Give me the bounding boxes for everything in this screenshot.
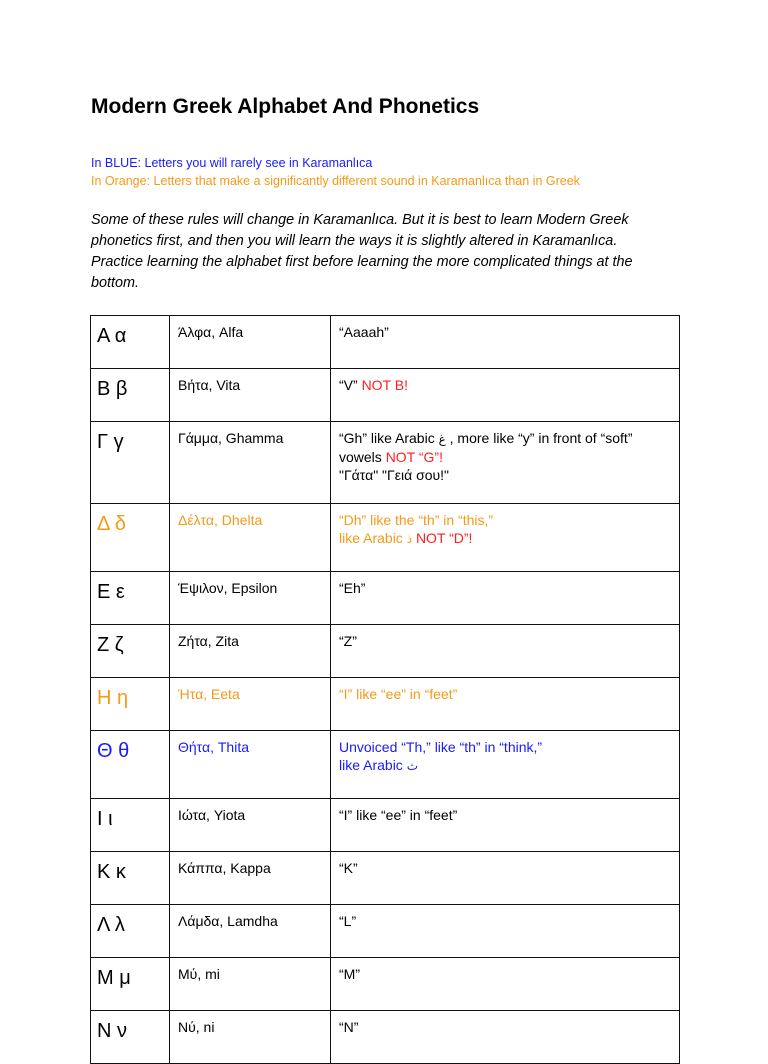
arabic-letter: ذ — [406, 532, 413, 546]
pronunciation-cell — [331, 369, 680, 422]
warning-note: NOT “D”! — [415, 530, 473, 546]
warning-note: NOT B! — [361, 377, 408, 393]
table-row — [91, 625, 680, 678]
pronunciation-cell — [331, 572, 680, 625]
color-legend — [91, 154, 580, 190]
table-row — [91, 504, 680, 572]
table-row — [91, 852, 680, 905]
pronunciation-text: “Gh” like Arabic — [339, 430, 435, 446]
letter-cell: Γ γ — [91, 422, 170, 504]
letter-cell: Ζ ζ — [91, 625, 170, 678]
pronunciation-text: , more like “y” in front of “soft” — [449, 430, 633, 446]
pronunciation-text: “Dh” like the “th” in “this,” — [339, 512, 494, 528]
pronunciation-cell — [331, 905, 680, 958]
pronunciation-text: Unvoiced “Th,” like “th” in “think,” — [339, 739, 543, 755]
name-cell: Γάμμα, Ghamma — [170, 422, 331, 504]
pronunciation-text: like Arabic — [339, 530, 403, 546]
pronunciation-cell — [331, 422, 680, 504]
example-words: "Γάτα" "Γειά σου!" — [339, 467, 450, 483]
pronunciation-text: “I” like “ee” in “feet” — [339, 807, 458, 823]
pronunciation-cell — [331, 678, 680, 731]
legend-blue: In BLUE: Letters you will rarely see in Karamanlıca — [91, 156, 373, 170]
letter-cell: Δ δ — [91, 504, 170, 572]
letter-cell: Ε ε — [91, 572, 170, 625]
name-cell: Βήτα, Vita — [170, 369, 331, 422]
arabic-letter: غ — [438, 432, 446, 446]
name-cell: Λάμδα, Lamdha — [170, 905, 331, 958]
table-row — [91, 369, 680, 422]
name-cell: Νύ, ni — [170, 1011, 331, 1064]
pronunciation-text: “L” — [339, 913, 357, 929]
pronunciation-cell — [331, 731, 680, 799]
name-cell: Ήτα, Eeta — [170, 678, 331, 731]
table-row — [91, 799, 680, 852]
letter-cell: Ι ι — [91, 799, 170, 852]
pronunciation-cell — [331, 958, 680, 1011]
pronunciation-text: “M” — [339, 966, 360, 982]
page-title: Modern Greek Alphabet And Phonetics — [91, 95, 480, 118]
table-row — [91, 572, 680, 625]
letter-cell: Β β — [91, 369, 170, 422]
pronunciation-text: “V” — [339, 377, 358, 393]
pronunciation-text: “I” like “ee” in “feet” — [339, 686, 458, 702]
name-cell: Ιώτα, Yiota — [170, 799, 331, 852]
pronunciation-text: “Aaaah” — [339, 324, 389, 340]
letter-cell: Α α — [91, 316, 170, 369]
letter-cell: Η η — [91, 678, 170, 731]
name-cell: Άλφα, Alfa — [170, 316, 331, 369]
name-cell: Δέλτα, Dhelta — [170, 504, 331, 572]
table-row — [91, 316, 680, 369]
letter-cell: Κ κ — [91, 852, 170, 905]
name-cell: Θήτα, Thita — [170, 731, 331, 799]
pronunciation-cell — [331, 504, 680, 572]
table-row — [91, 422, 680, 504]
pronunciation-text: “Z” — [339, 633, 357, 649]
name-cell: Έψιλον, Epsilon — [170, 572, 331, 625]
pronunciation-cell — [331, 852, 680, 905]
intro-paragraph: Some of these rules will change in Karamanlıca. But it is best to learn Modern Greek phonetics first, and then you will learn the ways it is slightly altered in Karamanlıca. Practice learning the alphabet first before learning the more complicated things at the bottom. — [91, 212, 633, 291]
table-row — [91, 1011, 680, 1064]
warning-note: NOT “G”! — [385, 449, 443, 465]
table-row — [91, 958, 680, 1011]
table-row — [91, 731, 680, 799]
pronunciation-text: vowels — [339, 449, 382, 465]
pronunciation-text: “N” — [339, 1019, 359, 1035]
name-cell: Κάππα, Kappa — [170, 852, 331, 905]
name-cell: Μύ, mi — [170, 958, 331, 1011]
legend-orange: In Orange: Letters that make a significantly different sound in Karamanlıca than in Greek — [91, 174, 580, 188]
alphabet-table — [90, 315, 680, 1064]
table-row — [91, 678, 680, 731]
name-cell: Ζήτα, Zita — [170, 625, 331, 678]
pronunciation-text: “Eh” — [339, 580, 366, 596]
letter-cell: Λ λ — [91, 905, 170, 958]
pronunciation-cell — [331, 316, 680, 369]
arabic-letter: ث — [406, 759, 418, 773]
table-row — [91, 905, 680, 958]
letter-cell: Θ θ — [91, 731, 170, 799]
pronunciation-cell — [331, 625, 680, 678]
letter-cell: Ν ν — [91, 1011, 170, 1064]
pronunciation-text: “K” — [339, 860, 358, 876]
letter-cell: Μ μ — [91, 958, 170, 1011]
pronunciation-text: like Arabic — [339, 757, 403, 773]
pronunciation-cell — [331, 1011, 680, 1064]
pronunciation-cell — [331, 799, 680, 852]
